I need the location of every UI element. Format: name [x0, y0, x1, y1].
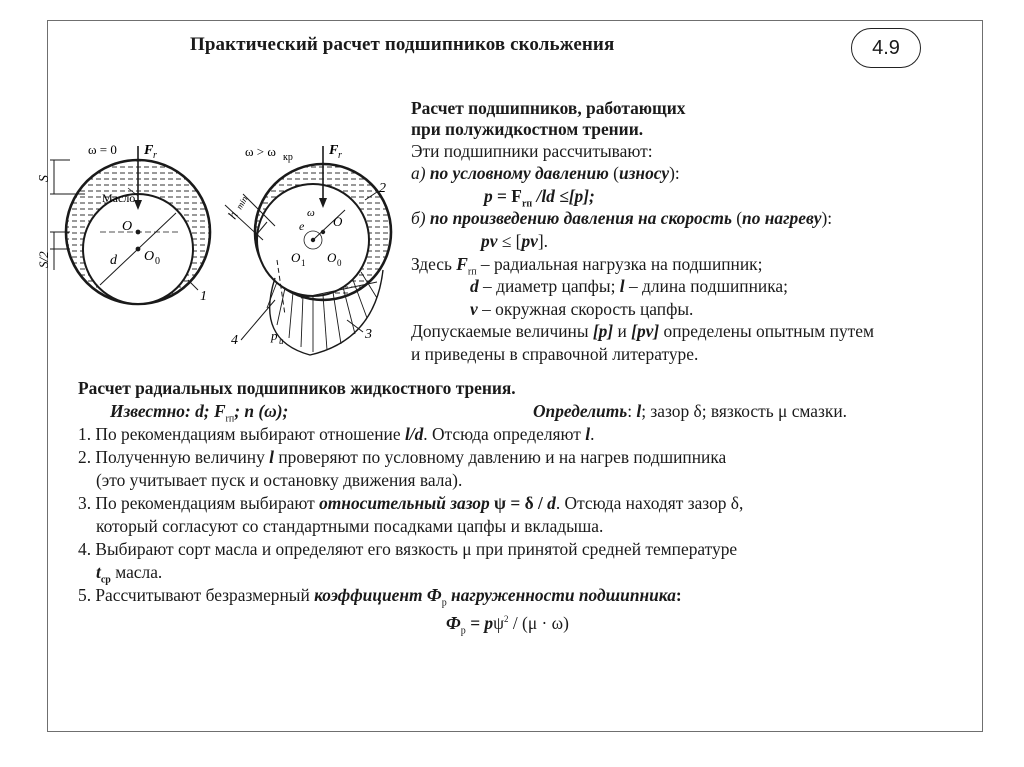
pressure-label: p	[271, 328, 278, 343]
allowable-line2: и приведены в справочной литературе.	[411, 344, 699, 364]
center-o-right: O	[333, 214, 343, 229]
semi-item-a: а) по условному давлению (износу):	[411, 163, 680, 183]
oil-label: Масло	[102, 191, 136, 205]
step-4: 4. Выбирают сорт масла и определяют его вязкость μ при принятой средней температуре	[78, 539, 738, 559]
marker-4: 4	[231, 333, 238, 348]
fluid-determine: Определить: l; зазор δ; вязкость μ смазки.	[533, 401, 847, 421]
pressure-sub: и	[279, 336, 284, 346]
center-o1-sub: 1	[301, 258, 306, 268]
omega-small-label: ω	[307, 207, 315, 219]
fluid-heading: Расчет радиальных подшипников жидкостного трения.	[78, 378, 516, 398]
center-o1-label: O	[291, 250, 301, 265]
eccentricity-label: e	[299, 219, 305, 233]
center-o0-right: O	[327, 250, 337, 265]
bearing-motion-diagram	[215, 140, 410, 370]
step-2-line2: (это учитывает пуск и остановку движения вала).	[96, 470, 463, 490]
step-3: 3. По рекомендациям выбирают относительный зазор ψ = δ / d. Отсюда находят зазор δ,	[78, 493, 744, 513]
definition-v: v – окружная скорость цапфы.	[470, 299, 694, 319]
definition-force: Здесь $F_{rп}$ – радиальная нагрузка на подшипник;	[411, 254, 763, 278]
clearance-s-label: S	[37, 175, 52, 182]
step-5: 5. Рассчитывают безразмерный коэффициент $Ф_р$ нагруженности подшипника:	[78, 585, 682, 609]
semi-item-b: б) по произведению давления на скорость (по нагреву):	[411, 208, 833, 228]
center-o-label: O	[122, 219, 133, 234]
omega-crit-sub: кр	[283, 152, 293, 163]
bearing-rest-diagram	[36, 140, 225, 315]
step-1: 1. По рекомендациям выбирают отношение l/d. Отсюда определяют l.	[78, 424, 595, 444]
center-o0-right-sub: 0	[337, 258, 342, 268]
slide-number-badge: 4.9	[851, 28, 921, 68]
omega-crit-label: ω > ω	[245, 144, 276, 159]
force-sub: r	[153, 150, 157, 161]
diameter-label: d	[110, 253, 117, 268]
hmin-label: h	[224, 208, 241, 222]
hmin-sub: min	[234, 194, 250, 211]
marker-1: 1	[200, 289, 207, 304]
fluid-known: Известно: d; $F_{rп}$; n (ω);	[110, 401, 289, 425]
center-o0-label: O	[144, 249, 155, 264]
force-sub-right: r	[338, 150, 342, 161]
semi-heading-line2: при полужидкостном трении.	[411, 119, 644, 139]
force-label: F	[144, 143, 154, 158]
force-label-right: F	[329, 143, 339, 158]
allowable-line1: Допускаемые величины [p] и [pv] определены опытным путем	[411, 321, 874, 341]
definition-d-l: d – диаметр цапфы; l – длина подшипника;	[470, 276, 788, 296]
semi-intro: Эти подшипники рассчитывают:	[411, 141, 653, 161]
center-o0-sub: 0	[155, 256, 160, 267]
clearance-half-label: S/2	[36, 251, 51, 268]
marker-2: 2	[379, 181, 386, 196]
semi-heading-line1: Расчет подшипников, работающих	[411, 98, 686, 118]
step-4-line2: $t_{ср}$ масла.	[96, 562, 163, 586]
page-title: Практический расчет подшипников скольжения	[190, 34, 615, 55]
step-2: 2. Полученную величину l проверяют по условному давлению и на нагрев подшипника	[78, 447, 727, 467]
formula-pressure: $p = F_{rп}$ /ld ≤[p];	[484, 186, 595, 210]
marker-3: 3	[365, 327, 372, 342]
omega-zero-label: ω = 0	[88, 142, 117, 157]
step-3-line2: который согласуют со стандартными посадками цапфы и вкладыша.	[96, 516, 604, 536]
formula-pv: pv ≤ [pv].	[481, 231, 549, 251]
formula-load-coefficient: $Ф_р = p\psi^2 / (\mu \cdot \omega)$	[446, 612, 569, 637]
